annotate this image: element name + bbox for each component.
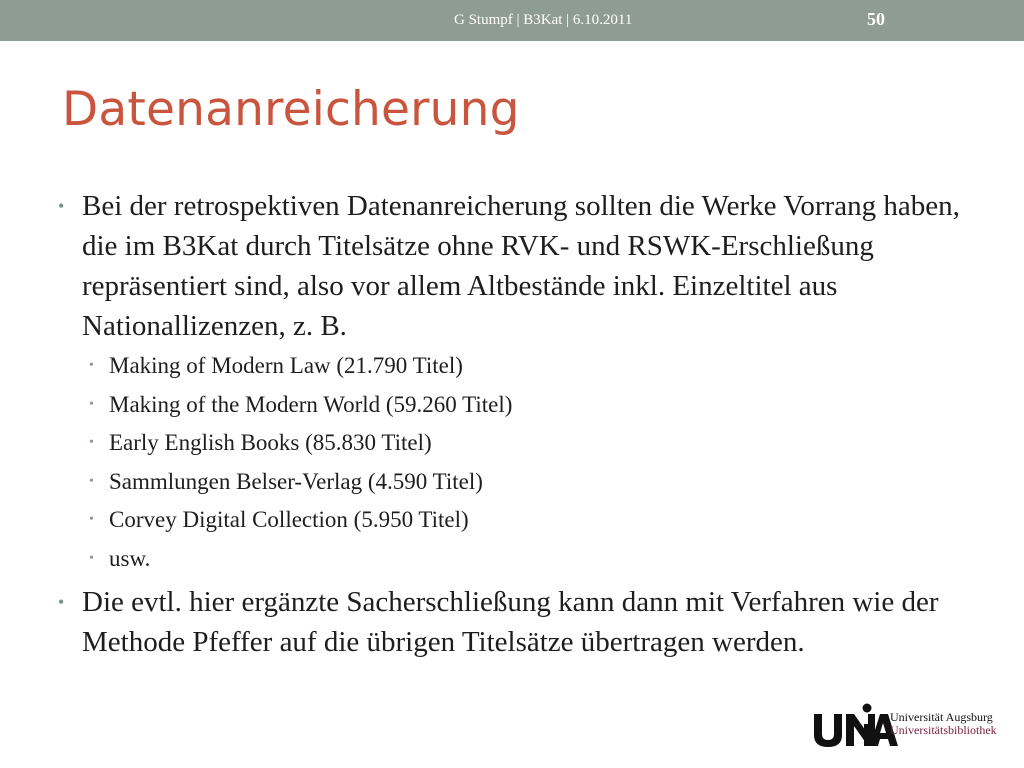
sub-bullet-item bbox=[58, 424, 988, 463]
bullet-text: Bei der retrospektiven Datenanreicherung sollten die Werke Vorrang haben, die im B3Kat durch Titelsätze ohne RVK- und RSWK-Erschließung repräsentiert sind, also vor allem Altbestände inkl. Einzeltitel aus Nationallizenzen, z. B. bbox=[82, 190, 960, 342]
footer-text: G Stumpf | B3Kat | 6.10.2011 bbox=[454, 12, 633, 28]
sub-bullet-text: Early English Books (85.830 Titel) bbox=[109, 430, 432, 455]
sub-bullet-text: Sammlungen Belser-Verlag (4.590 Titel) bbox=[109, 468, 483, 494]
sub-bullet-icon: • bbox=[89, 435, 94, 450]
sub-bullet-item bbox=[58, 386, 988, 425]
sub-bullet-text: usw. bbox=[109, 545, 151, 571]
slide-number: 50 bbox=[867, 9, 885, 29]
sub-bullet-list bbox=[58, 347, 988, 578]
slide-title: Datenanreicherung bbox=[62, 82, 520, 137]
bullet-text: Die evtl. hier ergänzte Sacherschließung kann dann mit Verfahren wie der Methode Pfeffer auf die übrigen Titelsätze übertragen werden. bbox=[82, 586, 939, 658]
sub-bullet-icon: • bbox=[89, 512, 94, 527]
sub-bullet-item bbox=[58, 347, 988, 386]
logo-text bbox=[890, 711, 997, 737]
bullet-item bbox=[58, 186, 988, 346]
sub-bullet-item bbox=[58, 501, 988, 540]
sub-bullet-icon: • bbox=[89, 550, 94, 566]
bullet-item bbox=[58, 582, 988, 662]
sub-bullet-item bbox=[58, 463, 988, 502]
sub-bullet-text: Making of the Modern World (59.260 Titel) bbox=[109, 391, 513, 417]
sub-bullet-icon: • bbox=[89, 396, 94, 412]
sub-bullet-item bbox=[58, 540, 988, 579]
sub-bullet-icon: • bbox=[89, 473, 94, 489]
bullet-icon: • bbox=[58, 592, 65, 612]
sub-bullet-text: Making of Modern Law (21.790 Titel) bbox=[109, 353, 463, 378]
slide-content bbox=[58, 186, 988, 662]
header-bar bbox=[0, 0, 1024, 41]
logo-line-library: Universitätsbibliothek bbox=[890, 723, 997, 737]
bullet-icon: • bbox=[58, 196, 65, 216]
sub-bullet-icon: • bbox=[89, 358, 94, 373]
logo-line-university: Universität Augsburg bbox=[890, 710, 993, 724]
sub-bullet-text: Corvey Digital Collection (5.950 Titel) bbox=[109, 507, 469, 532]
